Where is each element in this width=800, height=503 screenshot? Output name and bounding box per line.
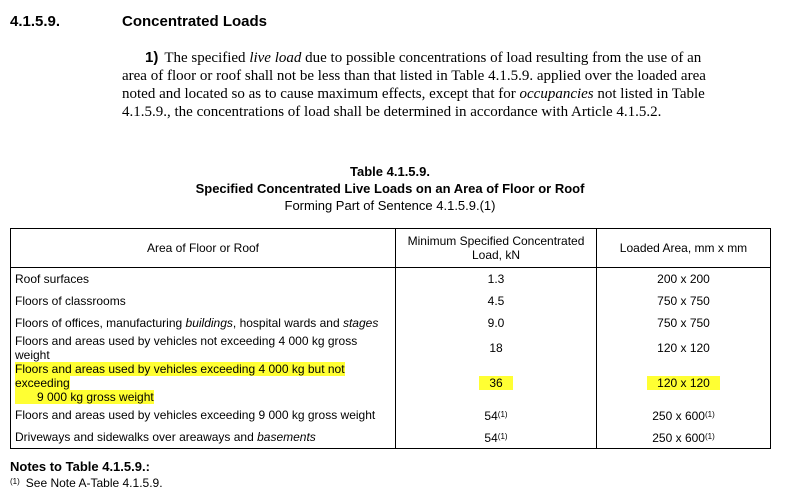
sentence-number: 1)	[145, 49, 159, 66]
term-basements: basements	[257, 430, 316, 444]
header-area: Area of Floor or Roof	[11, 229, 396, 268]
paragraph-text: The specified	[164, 50, 250, 66]
term-buildings: buildings	[185, 316, 233, 330]
highlight-line-2: 9 000 kg gross weight	[15, 390, 154, 404]
table-number: Table 4.1.5.9.	[350, 164, 430, 179]
table-header-row	[11, 229, 771, 268]
table-row	[11, 334, 771, 362]
cell-load: 18	[396, 334, 597, 362]
table-row	[11, 290, 771, 312]
sentence-paragraph	[122, 49, 722, 121]
note-ref: (1)	[704, 409, 715, 419]
loads-table	[10, 228, 771, 449]
cell-loaded-area: 120 x 120	[657, 341, 710, 355]
header-load: Minimum Specified Concentrated Load, kN	[396, 229, 597, 268]
cell-loaded-area: 750 x 750	[657, 294, 710, 308]
highlight-load: 36	[479, 376, 512, 390]
table-row	[11, 404, 771, 426]
table-row	[11, 268, 771, 291]
highlight-area: 120 x 120	[647, 376, 720, 390]
section-title: Concentrated Loads	[122, 13, 268, 30]
cell-load: 54$^{(1)}$	[396, 404, 597, 426]
cell-load: 4.5	[396, 290, 597, 312]
table-subtitle: Forming Part of Sentence 4.1.5.9.(1)	[284, 198, 496, 213]
cell-area: Floors of classrooms	[15, 294, 126, 308]
highlight-line-1: Floors and areas used by vehicles exceeding 4 000 kg but not exceeding	[15, 362, 345, 390]
paragraph-term-live-load: live load	[249, 50, 302, 66]
cell-area: Floors of offices, manufacturing buildings, hospital wards and stages	[15, 316, 379, 330]
note-ref: (1)	[497, 409, 508, 419]
cell-load	[396, 362, 597, 404]
section-number: 4.1.5.9.	[10, 13, 61, 30]
header-loaded-area: Loaded Area, mm x mm	[597, 229, 771, 268]
cell-load: 1.3	[396, 268, 597, 291]
cell-area: Floors and areas used by vehicles exceeding 9 000 kg gross weight	[15, 408, 376, 422]
paragraph-text: due to possible concentrations of load resulting from the use of an area of floor or roof shall not be less than that listed in Table 4.1.5.9. applied over the loaded area noted and located so as to cause maximum effects, except that for	[122, 50, 706, 102]
cell-loaded-area: 250 x 600$^{(1)}$	[652, 408, 715, 423]
cell-loaded-area: 250 x 600$^{(1)}$	[652, 430, 715, 445]
table-row-highlighted	[11, 362, 771, 404]
notes-heading: Notes to Table 4.1.5.9.:	[10, 459, 150, 474]
term-stages: stages	[342, 316, 379, 330]
note-text: See Note A-Table 4.1.5.9.	[25, 476, 163, 490]
cell-area: Driveways and sidewalks over areaways and basements	[15, 430, 316, 444]
cell-area: Roof surfaces	[15, 272, 90, 286]
table-title: Specified Concentrated Live Loads on an Area of Floor or Roof	[195, 181, 585, 196]
note-ref: (1)	[704, 431, 715, 441]
cell-loaded-area: 200 x 200	[657, 272, 710, 286]
cell-loaded-area: 750 x 750	[657, 316, 710, 330]
cell-area: Floors and areas used by vehicles not exceeding 4 000 kg gross weight	[15, 334, 358, 362]
paragraph-term-occupancies: occupancies	[519, 86, 594, 102]
note-item	[10, 476, 163, 490]
cell-loaded-area	[597, 362, 771, 404]
cell-area	[11, 362, 396, 404]
cell-load: 9.0	[396, 312, 597, 334]
note-marker: (1)	[10, 477, 20, 486]
cell-load: 54$^{(1)}$	[396, 426, 597, 449]
table-row	[11, 426, 771, 449]
table-row	[11, 312, 771, 334]
paragraph-text: not listed in Table 4.1.5.9., the concentrations of load shall be determined in accordance with Article 4.1.5.2.	[122, 86, 705, 120]
note-ref: (1)	[497, 431, 508, 441]
